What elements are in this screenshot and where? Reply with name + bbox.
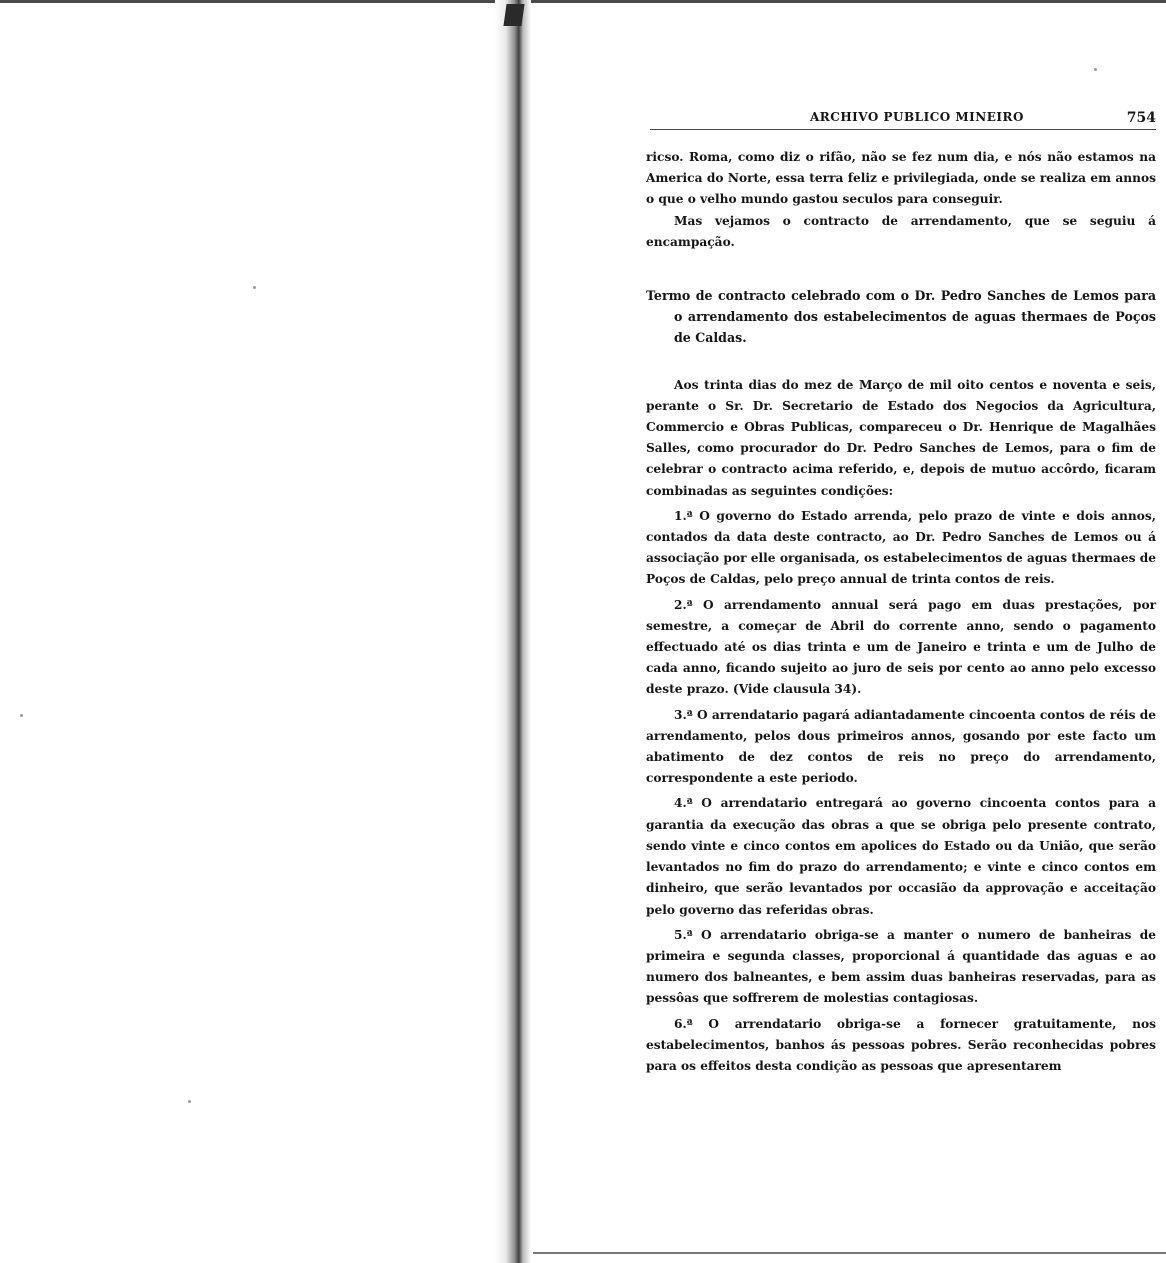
intro-paragraph: Mas vejamos o contracto de arrendamento, que se seguiu á encampação. <box>646 213 1156 249</box>
page-number: 754 <box>1126 110 1156 126</box>
clause-paragraph: 5.ª O arrendatario obriga-se a manter o numero de banheiras de primeira e segunda classes, proporcional á quantidade das aguas e ao numero dos balneantes, e bem assim duas banheiras reservadas, para as pessôas que soffrerem de molestias contagiosas. <box>646 927 1156 1006</box>
scan-speck <box>1094 68 1097 71</box>
clause-paragraph: 6.ª O arrendatario obriga-se a fornecer gratuitamente, nos estabelecimentos, banhos ás pessoas pobres. Serão reconhecidas pobres para os effeitos desta condição as pessoas que apresentarem <box>646 1016 1156 1073</box>
book-spine-cap <box>503 4 524 26</box>
scan-speck <box>188 1100 191 1103</box>
book-spine-shadow <box>495 0 531 1263</box>
preamble-paragraph: Aos trinta dias do mez de Março de mil oito centos e noventa e seis, perante o Sr. Dr. Secretario de Estado dos Negocios da Agricultura, Commercio e Obras Publicas, compareceu o Dr. Henrique de Magalhães Salles, como procurador do Dr. Pedro Sanches de Lemos, para o fim de celebrar o contracto acima referido, e, depois de mutuo accôrdo, ficaram combinadas as seguintes condições: <box>646 377 1156 498</box>
clause-paragraph: 3.ª O arrendatario pagará adiantadamente cincoenta contos de réis de arrendamento, pelos dous primeiros annos, gosando por este facto um abatimento de dez contos de reis no preço do arrendamento, correspondente a este periodo. <box>646 707 1156 786</box>
clause-paragraph: 2.ª O arrendamento annual será pago em duas prestações, por semestre, a começar de Abril do corrente anno, sendo o pagamento effectuado até os dias trinta e um de Janeiro e trinta e um de Julho de cada anno, ficando sujeito ao juro de seis por cento ao anno pelo excesso deste prazo. (Vide clausula 34). <box>646 597 1156 697</box>
header-rule <box>650 129 1156 130</box>
clause-paragraph: 4.ª O arrendatario entregará ao governo cincoenta contos para a garantia da execução das obras a que se obriga pelo presente contrato, sendo vinte e cinco contos em apolices do Estado ou da União, que serão levantados no fim do prazo do arrendamento; e vinte e cinco contos em dinheiro, que serão levantados por occasião da approvação e acceitação pelo governo das referidas obras. <box>646 796 1156 917</box>
section-spacer <box>646 349 1156 375</box>
page-top-edge <box>0 0 1166 3</box>
document-body <box>646 147 1156 1077</box>
intro-paragraph: ricso. Roma, como diz o rifão, não se fez num dia, e nós não estamos na America do Norte, essa terra feliz e privilegiada, onde se realiza em annos o que o velho mundo gastou seculos para conseguir. <box>646 150 1156 207</box>
running-header <box>650 110 1156 130</box>
scan-speck <box>253 286 256 289</box>
page-bottom-edge <box>533 1252 1166 1254</box>
section-heading: Termo de contracto celebrado com o Dr. Pedro Sanches de Lemos para o arrendamento dos estabelecimentos de aguas thermaes de Poços de Caldas. <box>646 288 1156 346</box>
running-header-title: ARCHIVO PUBLICO MINEIRO <box>810 110 1024 124</box>
scan-speck <box>20 714 23 717</box>
clause-paragraph: 1.ª O governo do Estado arrenda, pelo prazo de vinte e dois annos, contados da data deste contracto, ao Dr. Pedro Sanches de Lemos ou á associação por elle organisada, os estabelecimentos de aguas thermaes de Poços de Caldas, pelo preço annual de trinta contos de reis. <box>646 508 1156 587</box>
